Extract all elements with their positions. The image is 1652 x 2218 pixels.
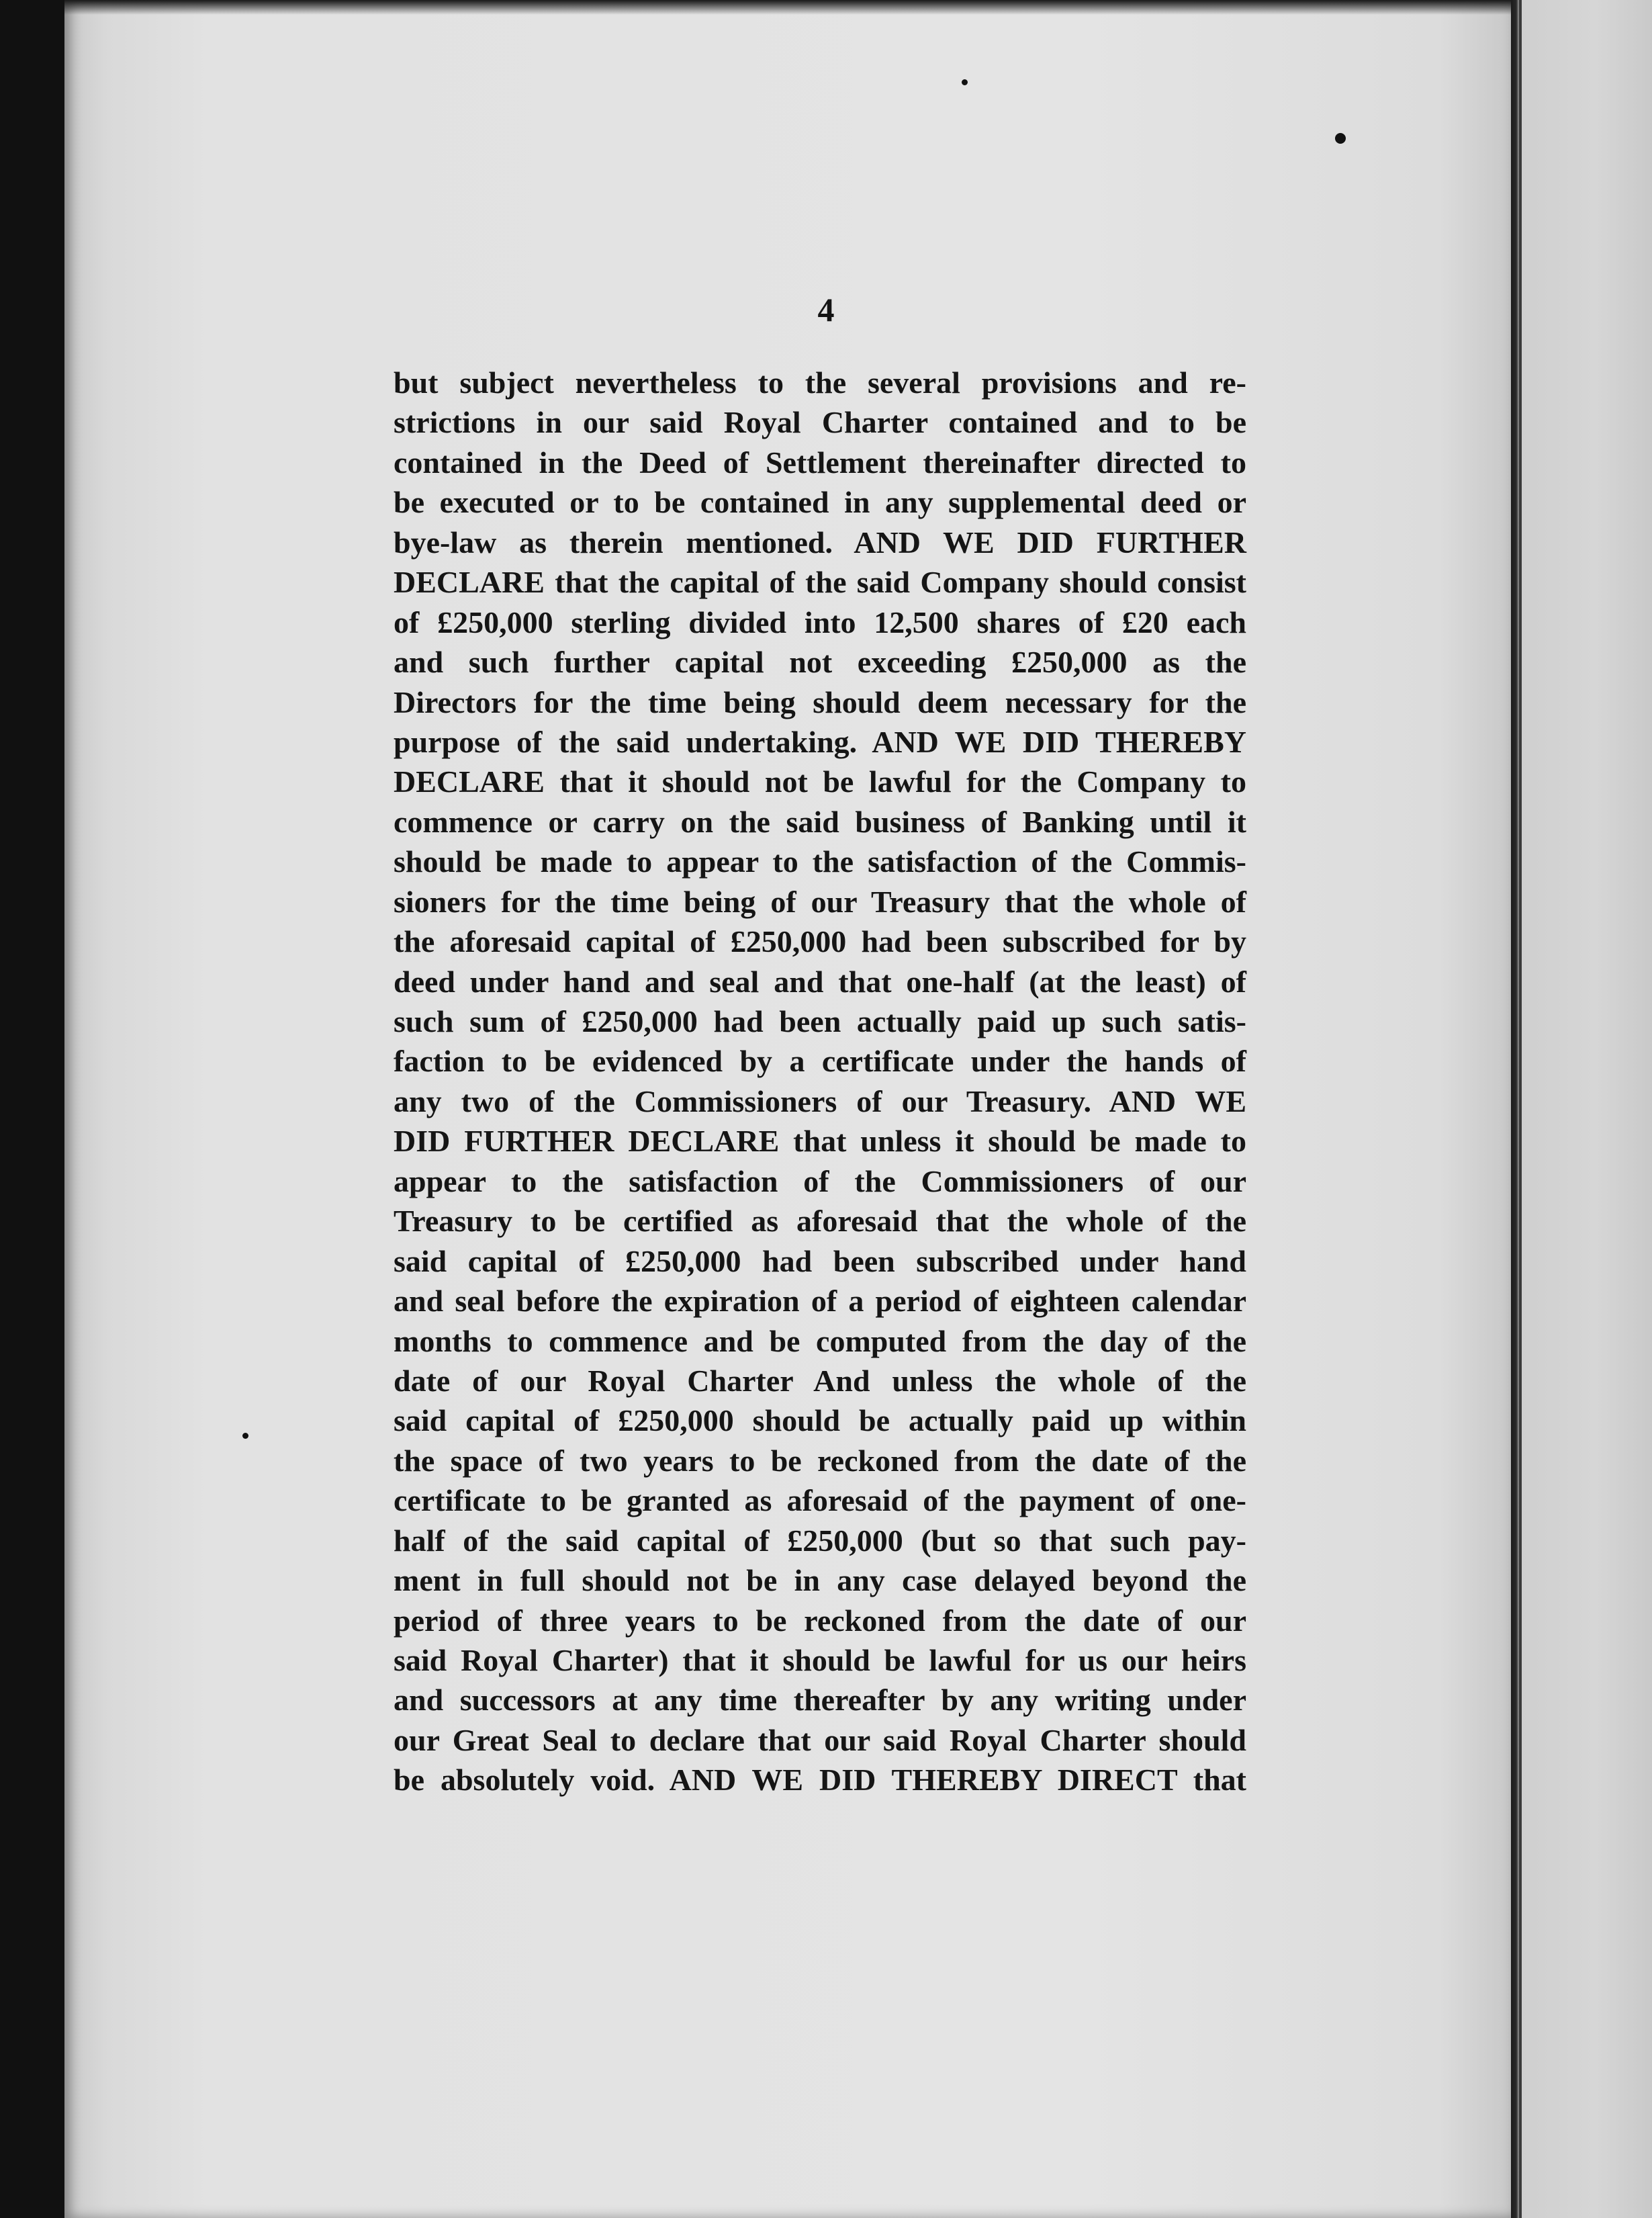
text-line: be executed or to be contained in any supplemental deed or bbox=[394, 485, 1246, 520]
text-line: faction to be evidenced by a certificate under the hands of bbox=[394, 1044, 1246, 1079]
text-line: half of the said capital of £250,000 (but so that such pay- bbox=[394, 1523, 1246, 1558]
page-top-edge bbox=[64, 0, 1652, 15]
text-line: the aforesaid capital of £250,000 had been subscribed for by bbox=[394, 924, 1246, 959]
text-line: strictions in our said Royal Charter contained and to be bbox=[394, 405, 1246, 440]
text-line: appear to the satisfaction of the Commissioners of our bbox=[394, 1163, 1246, 1198]
text-line: sioners for the time being of our Treasury that the whole of bbox=[394, 884, 1246, 919]
text-line: DID FURTHER DECLARE that unless it should be made to bbox=[394, 1124, 1246, 1159]
text-line: date of our Royal Charter And unless the whole of the bbox=[394, 1363, 1246, 1398]
text-line: Treasury to be certified as aforesaid that the whole of the bbox=[394, 1204, 1246, 1239]
text-line: but subject nevertheless to the several provisions and re- bbox=[394, 365, 1246, 400]
text-line: and such further capital not exceeding £250,000 as the bbox=[394, 645, 1246, 680]
text-line: deed under hand and seal and that one-half (at the least) of bbox=[394, 964, 1246, 999]
text-line: period of three years to be reckoned from the date of our bbox=[394, 1603, 1246, 1638]
body-text bbox=[394, 363, 1246, 1800]
text-line: DECLARE that it should not be lawful for the Company to bbox=[394, 764, 1246, 799]
text-line: bye-law as therein mentioned. AND WE DID FURTHER bbox=[394, 525, 1246, 560]
text-line: Directors for the time being should deem necessary for the bbox=[394, 684, 1246, 719]
text-line: DECLARE that the capital of the said Company should consist bbox=[394, 565, 1246, 600]
text-line: and successors at any time thereafter by any writing under bbox=[394, 1683, 1246, 1718]
text-line: of £250,000 sterling divided into 12,500 shares of £20 each bbox=[394, 605, 1246, 639]
page-fold-line bbox=[1519, 0, 1522, 2218]
text-line: and seal before the expiration of a period of eighteen calendar bbox=[394, 1284, 1246, 1319]
scan-speck bbox=[1335, 133, 1346, 144]
text-line: said capital of £250,000 had been subscribed under hand bbox=[394, 1243, 1246, 1278]
adjacent-page-edge bbox=[1511, 0, 1652, 2218]
text-line: the space of two years to be reckoned from the date of the bbox=[394, 1443, 1246, 1478]
text-line: said Royal Charter) that it should be lawful for us our heirs bbox=[394, 1643, 1246, 1677]
text-line: contained in the Deed of Settlement thereinafter directed to bbox=[394, 445, 1246, 480]
text-line: commence or carry on the said business of Banking until it bbox=[394, 804, 1246, 839]
text-line: months to commence and be computed from the day of the bbox=[394, 1323, 1246, 1358]
text-line: such sum of £250,000 had been actually paid up such satis- bbox=[394, 1004, 1246, 1038]
text-line: ment in full should not be in any case delayed beyond the bbox=[394, 1563, 1246, 1598]
text-line: said capital of £250,000 should be actually paid up within bbox=[394, 1403, 1246, 1438]
text-line: our Great Seal to declare that our said Royal Charter should bbox=[394, 1722, 1246, 1757]
text-line: be absolutely void. AND WE DID THEREBY DIRECT that bbox=[394, 1763, 1246, 1798]
text-line: purpose of the said undertaking. AND WE DID THEREBY bbox=[394, 724, 1246, 759]
page-number: 4 bbox=[817, 291, 835, 328]
text-line: any two of the Commissioners of our Treasury. AND WE bbox=[394, 1083, 1246, 1118]
text-line: certificate to be granted as aforesaid of the payment of one- bbox=[394, 1483, 1246, 1518]
text-line: should be made to appear to the satisfaction of the Commis- bbox=[394, 844, 1246, 879]
scan-speck bbox=[242, 1433, 248, 1439]
scan-speck bbox=[962, 79, 968, 85]
